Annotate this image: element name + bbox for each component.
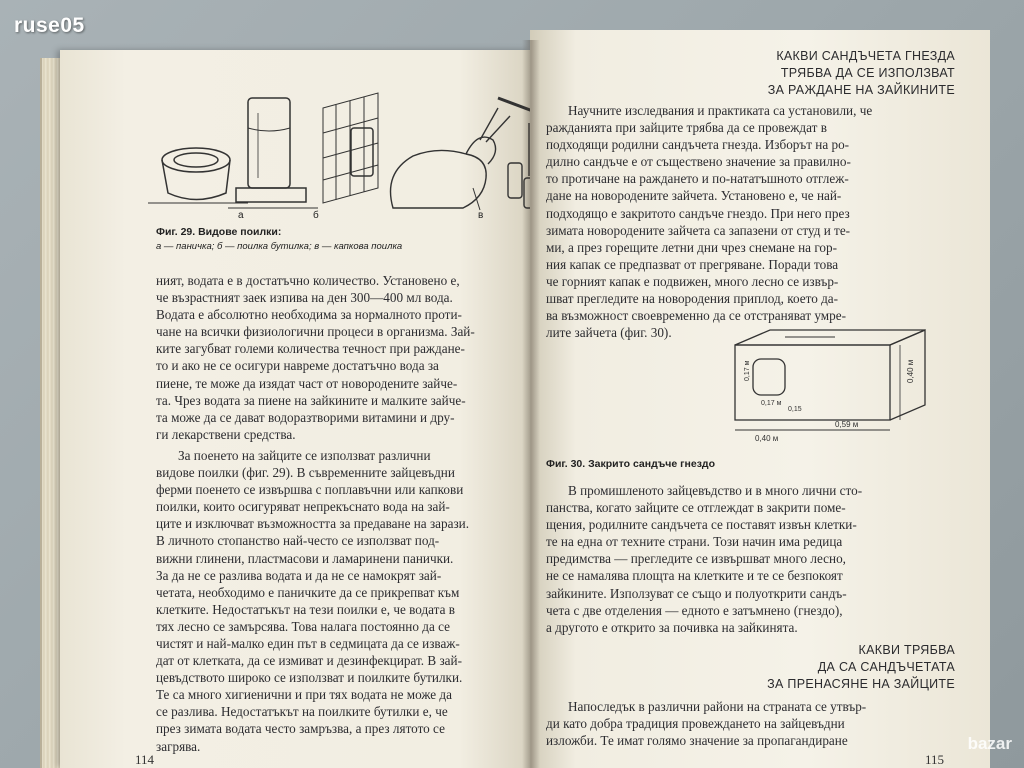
text-line: В личното стопанство най-често се използват под-: [156, 533, 440, 549]
text-line: поилки, които осигуряват непрекъснато вода на зай-: [156, 499, 450, 515]
text-line: то протичане на раждането и по-нататъшното отглеж-: [546, 171, 849, 187]
page-number-right: 115: [925, 752, 945, 767]
text-line: ди като добра традиция провеждането на зайцевъдни: [546, 716, 845, 732]
dim-hole-h: 0,17 м: [744, 360, 751, 381]
text-line: предимства — прегледите се извършват много лесно,: [546, 551, 846, 567]
dim-hole-w: 0,17 м: [761, 400, 782, 407]
text-line: ците и изключват възможността за предаване на зарази.: [156, 516, 470, 532]
bazar-logo: bazar: [967, 734, 1012, 753]
dim-length: 0,59 м: [835, 420, 859, 429]
figure-29-caption: [156, 226, 402, 252]
text-line: ферми поенето се извършва с поплавъчни или капкови: [156, 482, 464, 498]
text-line: чистят и най-малко един път в седмицата да се изваж-: [156, 635, 460, 651]
text-line: В промишленото зайцевъдство и в много лични сто-: [568, 483, 863, 498]
label-b: б: [313, 210, 319, 221]
figure-30-caption: [546, 458, 715, 470]
text-line: Напоследък в различни райони на страната се утвър-: [568, 699, 867, 714]
text-line: клетките. Недостатъкът на тези поилки е, че водата в: [156, 601, 455, 617]
text-line: лите зайчета (фиг. 30).: [546, 325, 672, 341]
paragraph-2: [156, 447, 521, 755]
text-line: подходящо е закритото сандъче гнездо. При него през: [546, 205, 850, 221]
text-line: чане на всички физиологични процеси в организма. Зай-: [156, 324, 475, 340]
paragraph-1: [156, 272, 521, 443]
text-line: изложби. Те имат голямо значение за пропагандиране: [546, 733, 848, 749]
text-line: та може да се дават водоразтворими витамини и дру-: [156, 409, 455, 425]
text-line: ми, а през горещите летни дни чрез снемане на гор-: [546, 239, 837, 255]
text-line: че горният капак е подвижен, много лесно се извър-: [546, 273, 839, 289]
heading-line: ЗА ПРЕНАСЯНЕ НА ЗАЙЦИТЕ: [767, 677, 955, 691]
heading-line: ДА СА САНДЪЧЕТАТА: [817, 660, 955, 674]
caption-title: Фиг. 29. Видове поилки:: [156, 226, 282, 238]
text-line: ражданията при зайците трябва да се провеждат в: [546, 120, 827, 136]
page-number-left: 114: [135, 752, 155, 767]
text-line: Научните изследвания и практиката са установили, че: [568, 103, 873, 118]
dim-depth: 0,40 м: [755, 434, 779, 443]
text-line: те на една от техните страни. Този начин има редица: [546, 534, 843, 550]
label-a: а: [238, 210, 244, 221]
text-line: дат от клетката, да се измиват и дезинфекцират. В зай-: [156, 653, 462, 669]
text-line: Те са много хигиенични и при тях водата не може да: [156, 687, 452, 703]
text-line: ния капак се предпазват от прегряване. Поради това: [546, 256, 839, 272]
left-page: [60, 50, 530, 768]
text-line: зимата новородените зайчета са запазени от студ и те-: [546, 222, 851, 238]
text-line: не се намалява площта на клетките и те се безпокоят: [546, 568, 843, 584]
figure-30-nest-box: [725, 325, 935, 445]
caption-title: Фиг. 30. Закрито сандъче гнездо: [546, 458, 715, 470]
text-line: видове поилки (фиг. 29). В съвременните зайцевъдни: [156, 465, 455, 481]
dim-hole-base: 0,15: [788, 406, 802, 413]
text-line: та. Чрез водата за пиене на зайкините и малките зайче-: [156, 392, 466, 408]
text-line: тях лесно се замърсява. Това налага постоянно да се: [156, 618, 450, 634]
text-line: дане на новородените зайчета. Установено е, че най-: [546, 188, 842, 204]
heading-line: ЗА РАЖДАНЕ НА ЗАЙКИНИТЕ: [767, 83, 955, 97]
text-line: вижни глинени, пластмасови и ламаринени панички.: [156, 550, 454, 566]
right-page: [530, 30, 990, 768]
text-line: шват прегледите на новородения приплод, което да-: [546, 291, 839, 307]
text-line: то и ако не се осигури навреме достатъчно вода за: [156, 358, 439, 374]
text-line: щения, родилните сандъчета се поставят извън клетки-: [546, 517, 857, 533]
left-body-text: [156, 272, 521, 755]
text-line: чета с две отделения — едното е затъмнено (гнездо),: [546, 602, 843, 618]
bowl-drinker-drawing: [148, 148, 248, 203]
book-gutter: [522, 40, 540, 768]
text-line: Водата е абсолютно необходима за нормалното проти-: [156, 307, 462, 323]
text-line: За поенето на зайците се използват различни: [178, 447, 431, 463]
text-line: че възрастният заек изпива на ден 300—400 мл вода.: [156, 290, 453, 306]
text-line: а другото е открито за почивка на зайкинята.: [546, 619, 798, 635]
text-line: За да не се разлива водата и да не се намокрят зай-: [156, 567, 442, 583]
section-heading-nest-boxes: [710, 48, 955, 99]
text-line: дилно сандъче е от съществено значение за правилно-: [546, 154, 851, 170]
text-line: панства, когато зайците се отглеждат в закрити поме-: [546, 500, 846, 516]
text-line: ният, водата е в достатъчно количество. Установено е,: [156, 273, 460, 288]
cage-grid-drawing: [323, 93, 378, 203]
right-body-text-2: [546, 482, 928, 636]
bottle-drinker-drawing: [228, 98, 318, 208]
text-line: четата, необходимо е паничките да се прикрепват към: [156, 584, 460, 600]
rabbit-drawing: [391, 98, 539, 210]
right-body-text-3: [546, 698, 928, 749]
text-line: подходящи родилни сандъчета гнезда. Изборът на ро-: [546, 137, 850, 153]
section-heading-transport-boxes: [710, 642, 955, 693]
text-line: се разлива. Недостатъкът на поилките бутилки е, че: [156, 704, 448, 720]
heading-line: КАКВИ САНДЪЧЕТА ГНЕЗДА: [776, 49, 955, 63]
text-line: ва възможност своевременно да се отстраняват умре-: [546, 308, 846, 324]
figure-29-drinkers: [148, 68, 538, 228]
heading-line: КАКВИ ТРЯБВА: [858, 643, 955, 657]
dim-height: 0,40 м: [906, 359, 915, 383]
text-line: през зимата водата често замръзва, а през лятото се: [156, 721, 445, 737]
caption-sub: а — паничка; б — поилка бутилка; в — капкова поилка: [156, 241, 403, 252]
text-line: зайкините. Използуват се също и полуоткрити сандъ-: [546, 585, 847, 601]
watermark: ruse05: [14, 14, 85, 37]
right-body-text-1: [546, 102, 921, 341]
text-line: цевъдството широко се използват и поилките бутилки.: [156, 670, 463, 686]
text-line: пиене, те може да изядат част от новородените зайче-: [156, 375, 458, 391]
heading-line: ТРЯБВА ДА СЕ ИЗПОЛЗВАТ: [780, 66, 955, 80]
label-c: в: [478, 210, 484, 221]
text-line: ги лекарствени средства.: [156, 426, 296, 442]
text-line: загрява.: [156, 738, 201, 754]
text-line: ките загубват големи количества течност при раждане-: [156, 341, 465, 357]
